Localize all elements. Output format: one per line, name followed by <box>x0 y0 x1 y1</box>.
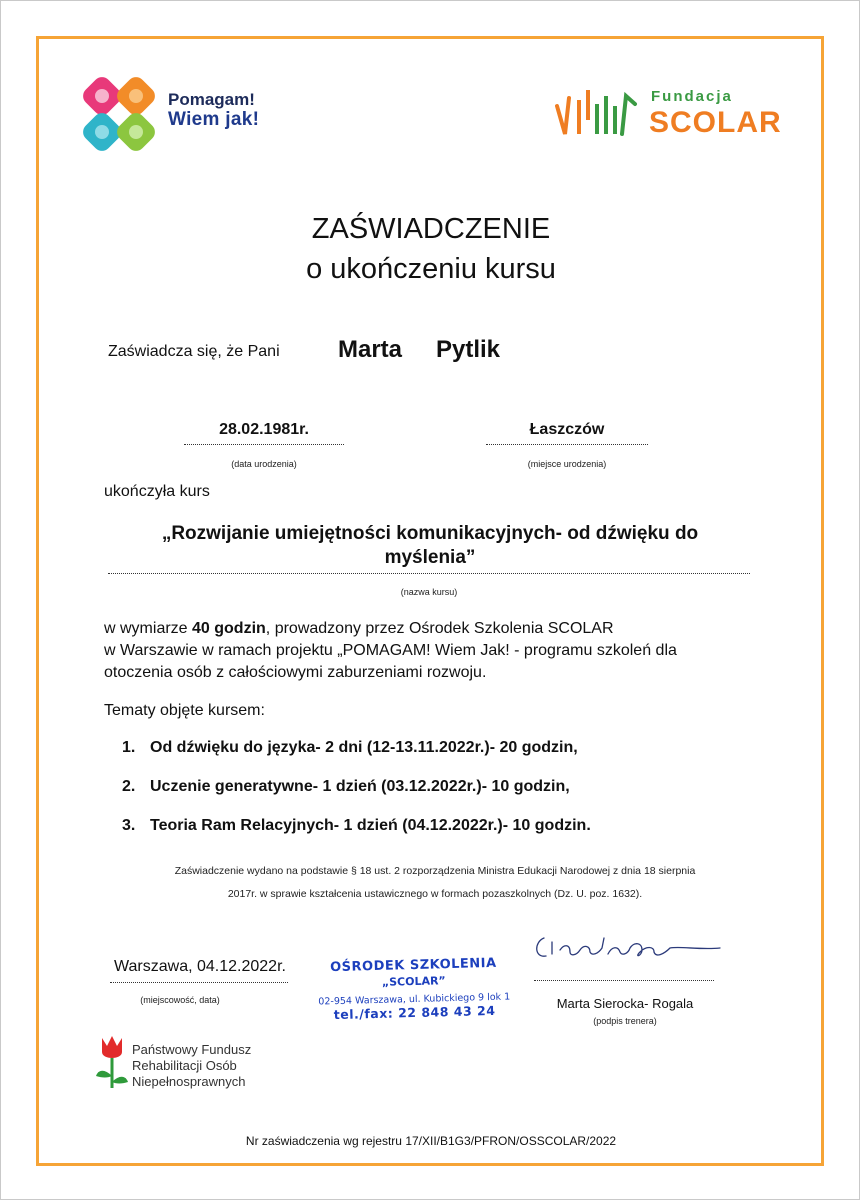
trainer-label: (podpis trenera) <box>593 1016 657 1026</box>
list-item <box>122 738 591 777</box>
description-suffix: , prowadzony przez Ośrodek Szkolenia SCOLAR <box>265 620 614 637</box>
place-date-label: (miejscowość, data) <box>140 995 220 1005</box>
logo-text-line1: Pomagam! <box>168 90 255 109</box>
topic-number: 1. <box>122 739 136 756</box>
sound-bars-icon <box>555 86 645 142</box>
legal-basis <box>150 860 720 906</box>
birth-date-line <box>184 444 344 445</box>
logo-text-line2: Wiem jak! <box>168 109 260 130</box>
course-name-line1: „Rozwijanie umiejętności komunikacyjnych- od dźwięku do <box>161 523 699 544</box>
pfron-line1: Państwowy Fundusz <box>132 1042 252 1057</box>
list-item <box>122 816 591 855</box>
birth-place-label: (miejsce urodzenia) <box>527 459 607 469</box>
course-name-line <box>108 573 750 574</box>
description-line1 <box>104 618 764 640</box>
scolar-label: SCOLAR <box>649 106 782 139</box>
institution-stamp <box>315 955 513 1022</box>
course-hours: 40 godzin <box>192 620 266 637</box>
course-name <box>110 522 750 570</box>
pfron-line2: Rehabilitacji Osób <box>132 1058 237 1073</box>
recipient-last-name: Pytlik <box>436 336 501 363</box>
intro-text: Zaświadcza się, że Pani <box>108 343 280 360</box>
stamp-line4: tel./fax: 22 848 43 24 <box>333 1002 496 1023</box>
scolar-logo <box>555 86 795 142</box>
place-date: Warszawa, 04.12.2022r. <box>114 958 286 975</box>
description-prefix: w wymiarze <box>104 620 193 637</box>
stamp-line2: „SCOLAR” <box>381 974 446 989</box>
legal-line1: Zaświadczenie wydano na podstawie § 18 ust. 2 rozporządzenia Ministra Edukacji Narodowej z dnia 18 sierpnia <box>174 865 696 877</box>
birth-place: Łaszczów <box>529 421 605 438</box>
topic-number: 3. <box>122 817 136 834</box>
list-item <box>122 777 591 816</box>
certificate-title: ZAŚWIADCZENIE <box>311 213 551 245</box>
stamp-line3: 02-954 Warszawa, ul. Kubickiego 9 lok 1 <box>318 991 511 1008</box>
hands-logo-icon <box>80 74 170 160</box>
course-description <box>104 618 764 684</box>
course-name-label: (nazwa kursu) <box>400 587 458 597</box>
topic-text: Teoria Ram Relacyjnych- 1 dzień (04.12.2022r.)- 10 godzin. <box>150 817 591 834</box>
trainer-name: Marta Sierocka- Rogala <box>556 996 694 1011</box>
fundacja-label: Fundacja <box>651 88 733 105</box>
birth-date-label: (data urodzenia) <box>231 459 297 469</box>
birth-date: 28.02.1981r. <box>219 421 309 438</box>
topics-list <box>122 738 591 855</box>
handwritten-signature-icon <box>530 928 730 968</box>
pomagam-logo <box>80 74 310 160</box>
topic-text: Uczenie generatywne- 1 dzień (03.12.2022r.)- 10 godzin, <box>150 778 570 795</box>
signature-line <box>534 980 714 981</box>
description-line3: otoczenia osób z całościowymi zaburzeniami rozwoju. <box>104 664 487 681</box>
description-line2: w Warszawie w ramach projektu „POMAGAM! Wiem Jak! - programu szkoleń dla <box>104 642 677 659</box>
topic-text: Od dźwięku do języka- 2 dni (12-13.11.2022r.)- 20 godzin, <box>150 739 578 756</box>
registry-number: Nr zaświadczenia wg rejestru 17/XII/B1G3/PFRON/OSSCOLAR/2022 <box>245 1134 617 1148</box>
topics-heading: Tematy objęte kursem: <box>104 702 265 719</box>
birth-place-line <box>486 444 648 445</box>
topic-number: 2. <box>122 778 136 795</box>
tulip-icon <box>94 1032 130 1092</box>
pfron-line3: Niepełnosprawnych <box>132 1074 246 1089</box>
pfron-logo <box>94 1032 294 1094</box>
place-date-line <box>110 982 288 983</box>
certificate-subtitle: o ukończeniu kursu <box>306 253 556 285</box>
stamp-line1: OŚRODEK SZKOLENIA <box>329 955 497 976</box>
completed-course-text: ukończyła kurs <box>104 483 210 500</box>
recipient-first-name: Marta <box>338 336 403 363</box>
course-name-line2: myślenia” <box>384 547 476 568</box>
legal-line2: 2017r. w sprawie kształcenia ustawicznego w formach pozaszkolnych (Dz. U. poz. 1632). <box>227 888 643 900</box>
